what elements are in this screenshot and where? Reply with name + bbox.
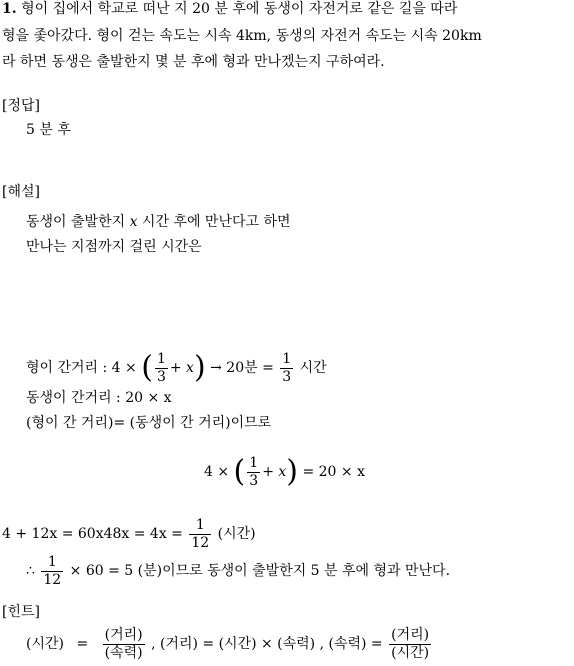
hyung-suffix: 시간 <box>299 360 327 376</box>
fraction-one-third <box>155 351 168 386</box>
algebra-line <box>2 514 256 554</box>
hyung-prefix: 형이 간거리 : 4 × <box>26 360 137 376</box>
eq-right-paren: ) <box>286 454 298 489</box>
eq-fraction <box>247 455 260 490</box>
eq-frac-num: 1 <box>249 454 259 471</box>
variable-x: x <box>129 214 138 230</box>
hint-formula <box>26 624 433 664</box>
conclusion-frac-den: 12 <box>43 571 62 588</box>
algebra-fraction <box>189 517 211 552</box>
hint-f2-num: (거리) <box>391 626 430 643</box>
hint-f1-den: (속력) <box>104 644 143 661</box>
solution-label: [해설] <box>2 184 40 200</box>
problem-text-2: 형을 좇아갔다. 형이 걷는 속도는 시속 4km, 동생의 자전거 속도는 시속 20km <box>2 28 482 44</box>
right-paren: ) <box>193 350 206 385</box>
equation-right: = 20 × x <box>302 464 365 480</box>
frac2-den: 3 <box>282 368 292 385</box>
dongsaeng-distance-line: 동생이 간거리 : 20 × x <box>26 390 172 406</box>
hint-fraction-2 <box>389 627 431 662</box>
algebra-frac-num: 1 <box>195 516 205 533</box>
problem-number: 1. <box>2 1 17 17</box>
plus-x: + x <box>169 360 194 376</box>
main-equation <box>204 452 365 492</box>
hint-f1-num: (거리) <box>104 626 143 643</box>
hint-mid: , (거리) = (시간) × (속력) , (속력) = <box>151 636 383 652</box>
solution-line-1-post: 시간 후에 만난다고 하면 <box>137 214 291 230</box>
conclusion-frac-num: 1 <box>47 553 57 570</box>
eq-left-paren: ( <box>233 454 246 489</box>
left-paren: ( <box>141 350 153 385</box>
algebra-text: 4 + 12x = 60x48x = 4x = <box>2 526 183 542</box>
problem-text-1: 형이 집에서 학교로 떠난 지 20 분 후에 동생이 자전거로 같은 길을 따라 <box>21 1 458 17</box>
answer-label: [정답] <box>2 98 40 114</box>
solution-line-1-pre: 동생이 출발한지 <box>26 214 130 230</box>
hint-time: (시간) <box>26 636 64 652</box>
arrow-text: → 20분 = <box>210 360 274 376</box>
answer-text: 5 분 후 <box>26 122 71 138</box>
frac-num: 1 <box>156 350 166 367</box>
conclusion-line <box>26 551 450 591</box>
conclusion-fraction <box>41 554 63 589</box>
frac-den: 3 <box>156 368 166 385</box>
therefore-symbol: ∴ <box>26 563 35 579</box>
hyung-distance-line <box>26 348 327 388</box>
solution-line-2: 만나는 지점까지 걸린 시간은 <box>26 239 202 255</box>
eq-plus-x: + x <box>262 464 287 480</box>
problem-text-3: 라 하면 동생은 출발한지 몇 분 후에 형과 만나겠는지 구하여라. <box>2 54 385 70</box>
eq-frac-den: 3 <box>249 472 259 489</box>
hint-equals: = <box>76 636 89 652</box>
equality-statement: (형이 간 거리)= (동생이 간 거리)이므로 <box>26 415 272 431</box>
fraction-one-third-2 <box>280 351 293 386</box>
frac2-num: 1 <box>282 350 292 367</box>
solution-line-1 <box>26 208 291 236</box>
algebra-suffix: (시간) <box>217 526 256 542</box>
equation-left: 4 × <box>204 464 230 480</box>
problem-line-1 <box>2 0 457 23</box>
hint-f2-den: (시간) <box>391 644 430 661</box>
hint-fraction-1 <box>103 627 145 662</box>
hint-label: [힌트] <box>2 604 40 620</box>
algebra-frac-den: 12 <box>191 534 210 551</box>
conclusion-suffix: × 60 = 5 (분)이므로 동생이 출발한지 5 분 후에 형과 만난다. <box>69 563 451 579</box>
